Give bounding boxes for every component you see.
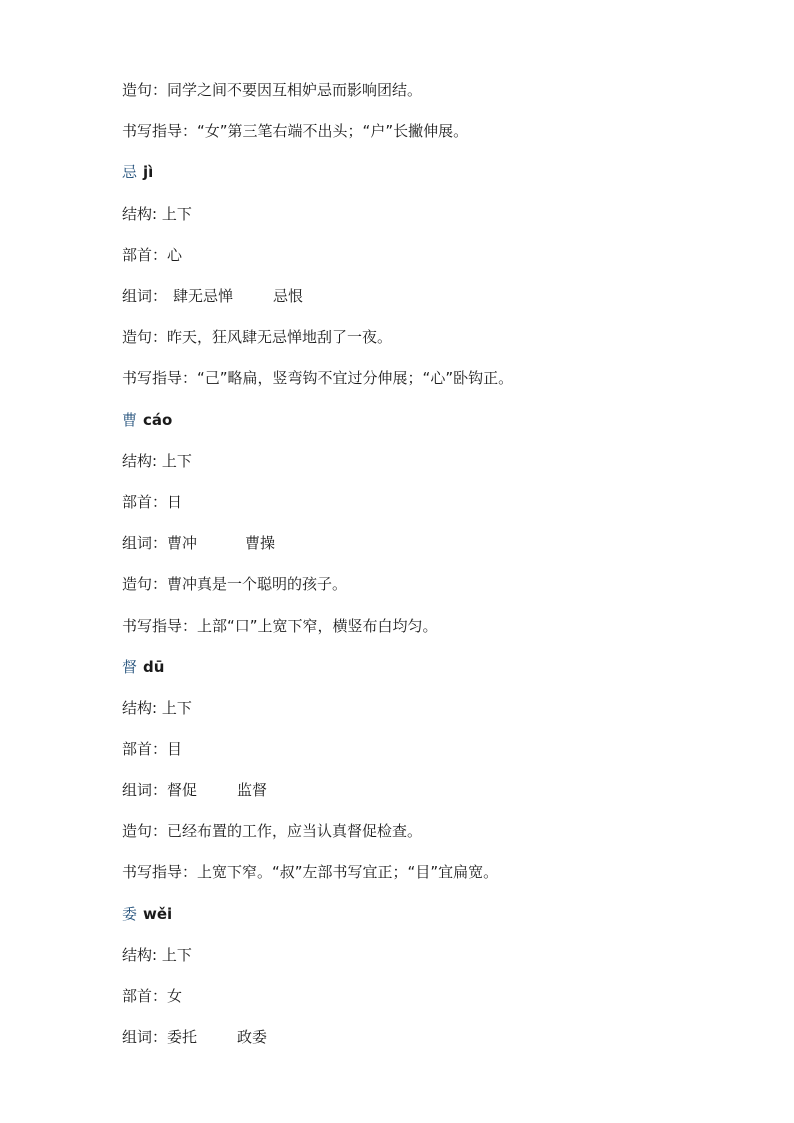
word-1: 肆无忌惮	[173, 287, 234, 305]
character: 委	[122, 905, 138, 923]
character-heading	[122, 162, 153, 182]
pinyin: jì	[143, 163, 154, 181]
character-heading	[122, 410, 172, 430]
word-2: 政委	[237, 1028, 268, 1046]
word-1: 督促	[167, 781, 198, 799]
character: 督	[122, 658, 138, 676]
writing-guide-line: 书写指导：“己”略扁，竖弯钩不宜过分伸展；“心”卧钩正。	[122, 369, 514, 387]
character: 忌	[122, 163, 138, 181]
pinyin: dū	[143, 658, 165, 676]
structure-line: 结构: 上下	[122, 205, 192, 223]
word-group-line	[122, 286, 303, 306]
sentence-line: 造句：已经布置的工作，应当认真督促检查。	[122, 822, 423, 840]
word-group-line	[122, 533, 275, 553]
radical-line: 部首：女	[122, 987, 183, 1005]
word-group-label: 组词：	[122, 534, 168, 552]
word-2: 曹操	[245, 534, 276, 552]
word-1: 委托	[167, 1028, 198, 1046]
character-heading	[122, 904, 172, 924]
word-group-label: 组词：	[122, 1028, 168, 1046]
writing-guide-line: 书写指导：“女”第三笔右端不出头；“户”长撇伸展。	[122, 122, 469, 140]
sentence-line: 造句：同学之间不要因互相妒忌而影响团结。	[122, 81, 423, 99]
word-1: 曹冲	[167, 534, 198, 552]
word-group-line	[122, 780, 267, 800]
word-group-label: 组词：	[122, 781, 168, 799]
radical-line: 部首：目	[122, 740, 183, 758]
word-2: 监督	[237, 781, 268, 799]
radical-line: 部首：心	[122, 246, 183, 264]
character: 曹	[122, 411, 138, 429]
sentence-line: 造句：昨天，狂风肆无忌惮地刮了一夜。	[122, 328, 393, 346]
structure-line: 结构: 上下	[122, 946, 192, 964]
writing-guide-line: 书写指导：上部“口”上宽下窄，横竖布白均匀。	[122, 617, 438, 635]
pinyin: wěi	[143, 905, 173, 923]
sentence-line: 造句：曹冲真是一个聪明的孩子。	[122, 575, 348, 593]
writing-guide-line: 书写指导：上宽下窄。“叔”左部书写宜正；“目”宜扁宽。	[122, 863, 499, 881]
word-group-line	[122, 1027, 267, 1047]
word-2: 忌恨	[273, 287, 304, 305]
structure-line: 结构: 上下	[122, 699, 192, 717]
radical-line: 部首：日	[122, 493, 183, 511]
structure-line: 结构: 上下	[122, 452, 192, 470]
word-group-label: 组词：	[122, 287, 168, 305]
character-heading	[122, 657, 164, 677]
pinyin: cáo	[143, 411, 173, 429]
